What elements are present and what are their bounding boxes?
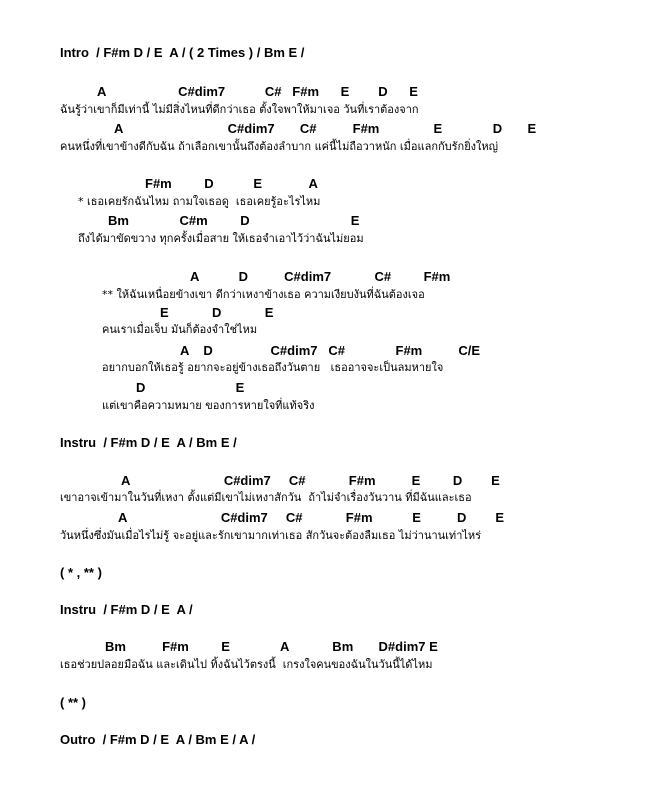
verse1-chords-2: A C#dim7 C# F#m E D E — [114, 121, 537, 136]
intro-line: Intro / F#m D / E A / ( 2 Times ) / Bm E / — [60, 45, 305, 60]
verse1-lyric-1: ฉันรู้ว่าเขาก็มีเท่านี้ ไม่มีสิ่งไหนที่ดีกว่าเธอ ตั้งใจพาให้มาเจอ วันที่เราต้องจาก — [60, 103, 419, 116]
chorus2-lyric-2: คนเราเมื่อเจ็บ มันก็ต้องจำใช่ไหม — [102, 323, 258, 336]
chorus2-lyric-1: ** ให้ฉันเหนื่อยข้างเขา ดีกว่าเหงาข้างเธอ ความเงียบงันที่ฉันต้องเจอ — [102, 288, 425, 301]
verse1-lyric-2: คนหนึ่งที่เขาข้างดีกับฉัน ถ้าเลือกเขานั้นถึงต้องลำบาก แค่นี้ไม่ถือวาหนัก เมื่อแลกกับรักยิ่งใหญ่ — [60, 140, 499, 153]
repeat-marker-1: ( * , ** ) — [60, 565, 102, 580]
chorus2-chords-4: D E — [136, 380, 245, 395]
verse2-lyric-2: วันหนึ่งซึ่งมันเมื่อไรไม่รู้ จะอยู่และรักเขามากเท่าเธอ สักวันจะต้องลืมเธอ ไม่ว่านานเท่าไหร่ — [60, 529, 482, 542]
instru-line-1: Instru / F#m D / E A / Bm E / — [60, 435, 237, 450]
chorus2-lyric-4: แต่เขาคือความหมาย ของการหายใจที่แท้จริง — [102, 399, 315, 412]
chorus2-chords-3: A D C#dim7 C# F#m C/E — [180, 343, 481, 358]
chorus1-chords-2: Bm C#m D E — [108, 213, 360, 228]
chorus2-chords-2: E D E — [160, 305, 274, 320]
chorus2-chords-1: A D C#dim7 C# F#m — [190, 269, 451, 284]
repeat-marker-2: ( ** ) — [60, 695, 86, 710]
bridge-chords-1: Bm F#m E A Bm D#dim7 E — [105, 639, 438, 654]
chorus1-chords-1: F#m D E A — [145, 176, 318, 191]
verse2-chords-2: A C#dim7 C# F#m E D E — [118, 510, 504, 525]
verse2-lyric-1: เขาอาจเข้ามาในวันที่เหงา ตั้งแต่มีเขาไม่เหงาสักวัน ถ้าไม่จำเรื่องวันวาน ที่มีฉันและเธอ — [60, 491, 472, 504]
instru-line-2: Instru / F#m D / E A / — [60, 602, 193, 617]
verse2-chords-1: A C#dim7 C# F#m E D E — [121, 473, 500, 488]
outro-line: Outro / F#m D / E A / Bm E / A / — [60, 732, 256, 747]
chorus1-lyric-1: * เธอเคยรักฉันไหม ถามใจเธอดู เธอเคยรู้อะไรไหม — [78, 195, 321, 208]
chorus2-lyric-3: อยากบอกให้เธอรู้ อยากจะอยู่ข้างเธอถึงวันตาย เธออาจจะเป็นลมหายใจ — [102, 361, 444, 374]
verse1-chords-1: A C#dim7 C# F#m E D E — [97, 84, 418, 99]
bridge-lyric-1: เธอช่วยปลอยมือฉัน และเดินไป ทิ้งฉันไว้ตรงนี้ เกรงใจคนของฉันในวันนี้ได้ไหม — [60, 658, 433, 671]
chorus1-lyric-2: ถึงได้มาขัดขวาง ทุกครั้งเมื่อสาย ให้เธอจำเอาไว้ว่าฉันไม่ยอม — [78, 232, 364, 245]
